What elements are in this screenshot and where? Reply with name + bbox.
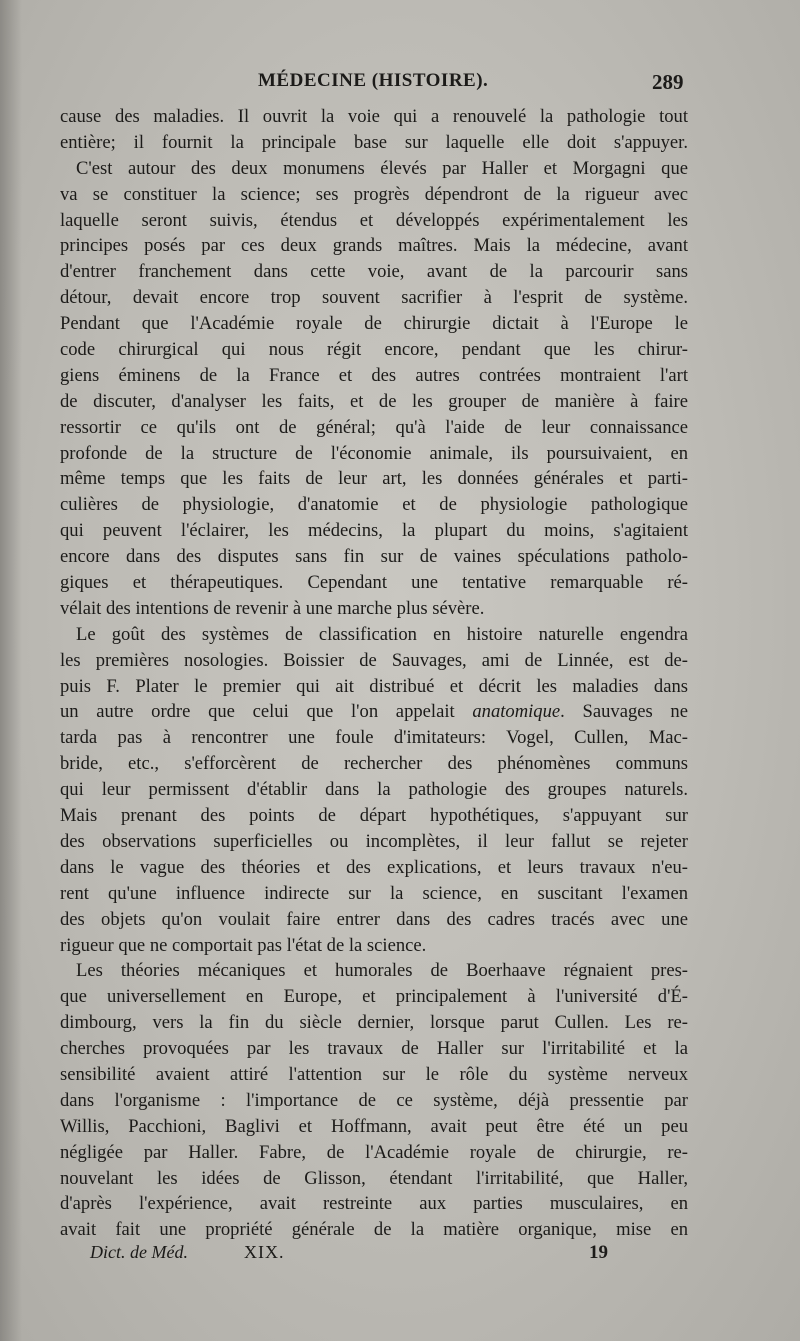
running-head: [0, 70, 800, 100]
text-line: qui leur permissent d'établir dans la pathologie des groupes naturels.: [60, 779, 688, 801]
text-line: cherches provoquées par les travaux de Haller sur l'irritabilité et la: [60, 1038, 688, 1060]
body-text: [60, 104, 688, 1243]
text-line: d'après l'expérience, avait restreinte aux parties musculaires, en: [60, 1193, 688, 1215]
text-line: vélait des intentions de revenir à une marche plus sévère.: [60, 597, 485, 619]
page-edge-shadow: [0, 0, 22, 1341]
text-line: giques et thérapeutiques. Cependant une tentative remarquable ré-: [60, 572, 688, 594]
text-line: ressortir ce qu'ils ont de général; qu'à l'aide de leur connaissance: [60, 416, 688, 438]
text-line: Mais prenant des points de départ hypothétiques, s'appuyant sur: [60, 805, 688, 827]
text-line: même temps que les faits de leur art, les données générales et parti-: [60, 468, 688, 490]
text-line: de discuter, d'analyser les faits, et de les grouper de manière à faire: [60, 390, 688, 412]
text-line: les premières nosologies. Boissier de Sauvages, ami de Linnée, est de-: [60, 649, 688, 671]
text-line: giens éminens de la France et des autres contrées montraient l'art: [60, 364, 688, 386]
text-line: des objets qu'on voulait faire entrer dans des cadres tracés avec une: [60, 908, 688, 930]
text-line: puis F. Plater le premier qui ait distribué et décrit les maladies dans: [60, 675, 688, 697]
page-number: 289: [652, 70, 684, 94]
text-line: Les théories mécaniques et humorales de Boerhaave régnaient pres-: [76, 960, 688, 982]
text-line: un autre ordre que celui que l'on appelait anatomique. Sauvages ne: [60, 701, 688, 723]
text-line: bride, etc., s'efforcèrent de rechercher des phénomènes communs: [60, 753, 688, 775]
text-line: Willis, Pacchioni, Baglivi et Hoffmann, avait peut être été un peu: [60, 1115, 688, 1137]
page-footer: [0, 1242, 800, 1272]
running-head-title: MÉDECINE (HISTOIRE).: [258, 70, 489, 91]
text-line: qui peuvent l'éclairer, les médecins, la plupart du moins, s'agitaient: [60, 520, 688, 542]
text-line: profonde de la structure de l'économie animale, ils poursuivaient, en: [60, 442, 688, 464]
text-line: rigueur que ne comportait pas l'état de la science.: [60, 934, 427, 956]
text-line: entière; il fournit la principale base sur laquelle elle doit s'appuyer.: [60, 131, 688, 153]
text-line: tarda pas à rencontrer une foule d'imitateurs: Vogel, Cullen, Mac-: [60, 727, 688, 749]
text-line: laquelle seront suivis, étendus et développés expérimentalement les: [60, 209, 688, 231]
text-line: encore dans des disputes sans fin sur de vaines spéculations patholo-: [60, 546, 688, 568]
text-line: dimbourg, vers la fin du siècle dernier, lorsque parut Cullen. Les re-: [60, 1012, 688, 1034]
text-line: code chirurgical qui nous régit encore, pendant que les chirur-: [60, 339, 688, 361]
text-line: C'est autour des deux monumens élevés par Haller et Morgagni que: [76, 157, 688, 179]
text-line: dans l'organisme : l'importance de ce système, déjà pressentie par: [60, 1089, 688, 1111]
text-line: dans le vague des théories et des explications, et leurs travaux n'eu-: [60, 856, 688, 878]
text-line: principes posés par ces deux grands maîtres. Mais la médecine, avant: [60, 235, 688, 257]
text-line: des observations superficielles ou incomplètes, il leur fallut se rejeter: [60, 830, 688, 852]
text-line: rent qu'une influence indirecte sur la science, en suscitant l'examen: [60, 882, 688, 904]
text-line: détour, devait encore trop souvent sacrifier à l'esprit de système.: [60, 287, 688, 309]
text-line: d'entrer franchement dans cette voie, avant de la parcourir sans: [60, 261, 688, 283]
text-line: va se constituer la science; ses progrès dépendront de la rigueur avec: [60, 183, 688, 205]
text-line: négligée par Haller. Fabre, de l'Académie royale de chirurgie, re-: [60, 1141, 688, 1163]
text-line: nouvelant les idées de Glisson, étendant l'irritabilité, que Haller,: [60, 1167, 688, 1189]
text-line: Le goût des systèmes de classification en histoire naturelle engendra: [76, 623, 688, 645]
text-line: que universellement en Europe, et principalement à l'université d'É-: [60, 986, 688, 1008]
footer-source: Dict. de Méd.: [90, 1242, 188, 1262]
footer-volume: XIX.: [244, 1242, 285, 1262]
text-line: culières de physiologie, d'anatomie et de physiologie pathologique: [60, 494, 688, 516]
text-line: cause des maladies. Il ouvrit la voie qui a renouvelé la pathologie tout: [60, 106, 688, 127]
text-line: sensibilité avaient attiré l'attention sur le rôle du système nerveux: [60, 1063, 688, 1085]
text-line: Pendant que l'Académie royale de chirurgie dictait à l'Europe le: [60, 313, 688, 335]
text-line: avait fait une propriété générale de la matière organique, mise en: [60, 1219, 688, 1241]
signature-mark: 19: [589, 1242, 608, 1263]
